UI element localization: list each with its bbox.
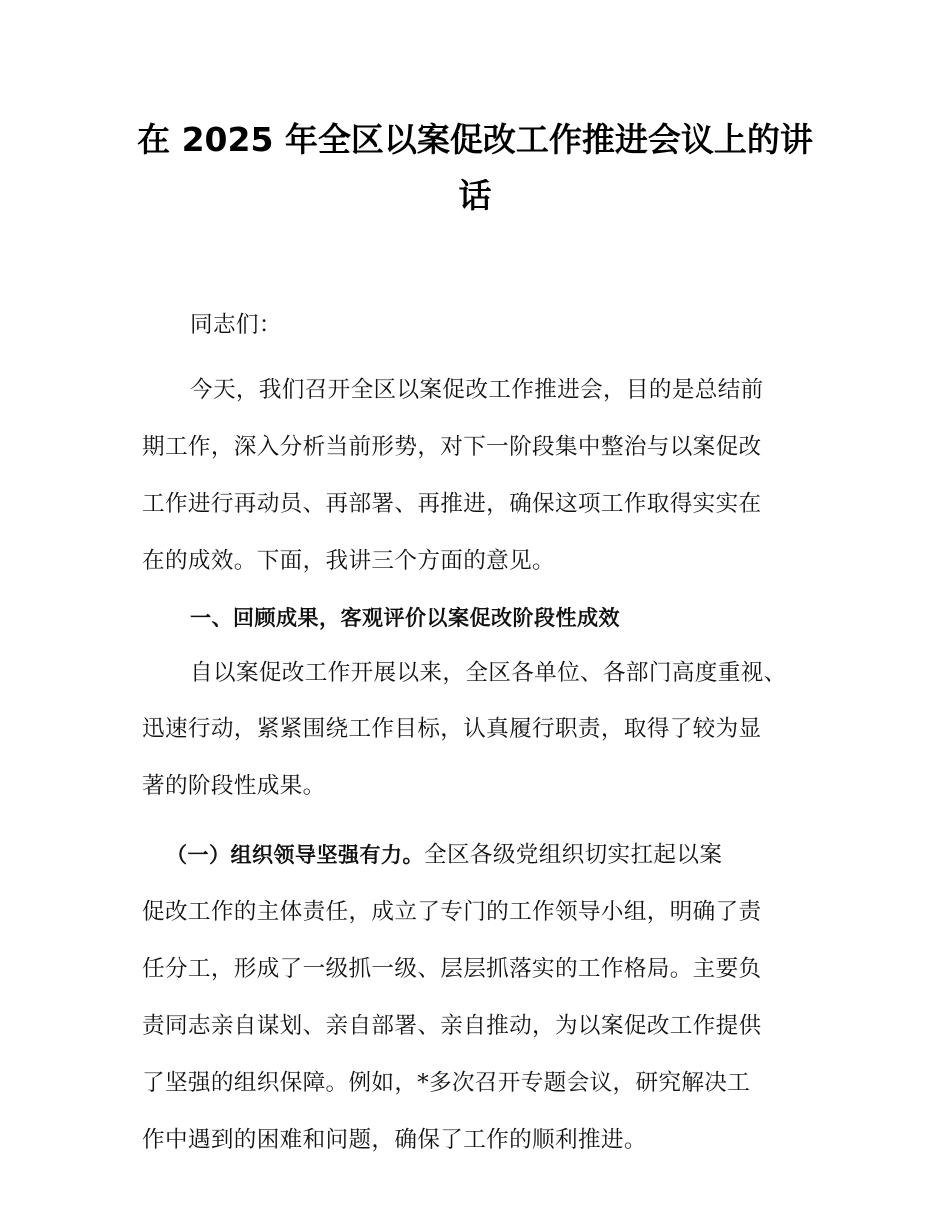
- section-heading-1: 一、回顾成果，客观评价以案促改阶段性成效: [190, 606, 620, 630]
- salutation: 同志们：: [190, 312, 282, 338]
- subsection-1-line: 责同志亲自谋划、亲自部署、亲自推动，为以案促改工作提供: [142, 1013, 762, 1039]
- document-title: [130, 112, 820, 224]
- subsection-1-first-line-text: 全区各级党组织切实扛起以案: [424, 842, 723, 868]
- subsection-1-first-line: [166, 840, 846, 870]
- title-line-2: 话: [458, 176, 492, 215]
- intro-line: 在的成效。下面，我讲三个方面的意见。: [142, 548, 555, 574]
- section-1-line: 自以案促改工作开展以来，全区各单位、各部门高度重视、: [190, 660, 787, 686]
- subsection-1-line: 了坚强的组织保障。例如，*多次召开专题会议，研究解决工: [142, 1070, 751, 1096]
- subsection-1-line: 作中遇到的困难和问题，确保了工作的顺利推进。: [142, 1127, 647, 1153]
- subsection-1-line: 促改工作的主体责任，成立了专门的工作领导小组，明确了责: [142, 899, 762, 925]
- subsection-1-line: 任分工，形成了一级抓一级、层层抓落实的工作格局。主要负: [142, 956, 762, 982]
- section-1-line: 著的阶段性成果。: [142, 773, 326, 799]
- intro-line: 工作进行再动员、再部署、再推进，确保这项工作取得实实在: [142, 491, 762, 517]
- section-1-line: 迅速行动，紧紧围绕工作目标，认真履行职责，取得了较为显: [142, 716, 762, 742]
- intro-line: 今天，我们召开全区以案促改工作推进会，目的是总结前: [190, 377, 764, 403]
- title-line-1: 在 2025 年全区以案促改工作推进会议上的讲: [137, 120, 813, 159]
- subsection-1-heading: （一）组织领导坚强有力。: [166, 843, 424, 867]
- intro-line: 期工作，深入分析当前形势，对下一阶段集中整治与以案促改: [142, 434, 762, 460]
